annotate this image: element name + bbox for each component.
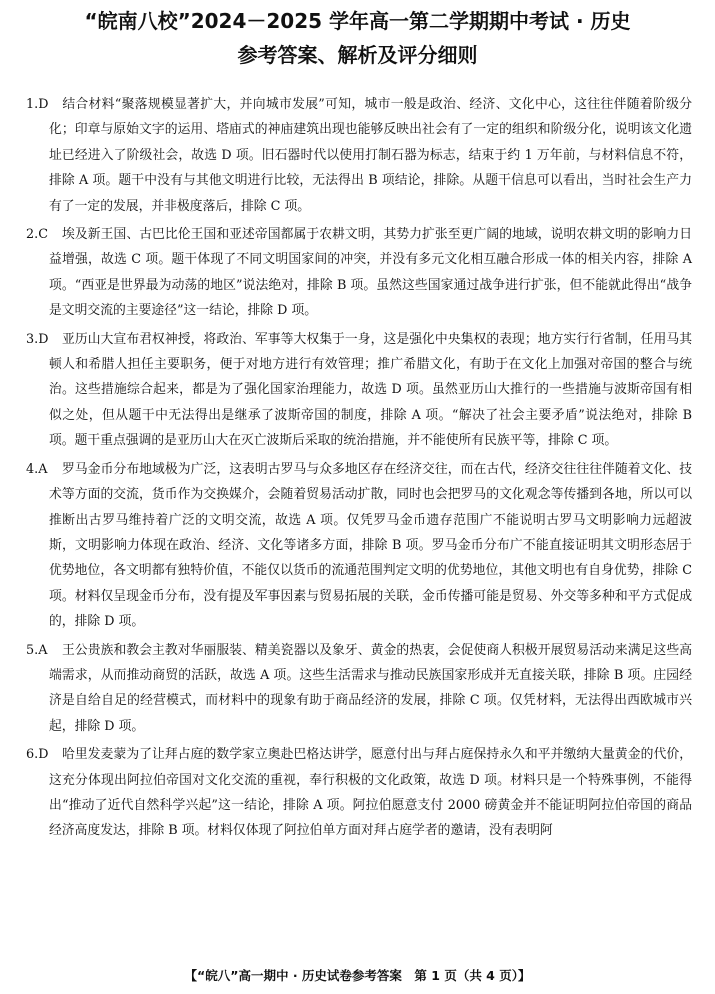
answer-key: 3.D: [26, 331, 49, 347]
answer-item-5: [26, 638, 692, 740]
answer-explanation: 结合材料“聚落规模显著扩大，并向城市发展”可知，城市一般是政治、经济、文化中心，这往往伴随着阶级分化；印章与原始文字的运用、塔庙式的神庙建筑出现也能够反映出社会有了一定的组织和阶级分化，说明该文化遗址已经进入了阶级社会，故选 D 项。旧石器时代以使用打制石器为标志，结束于约 1 万年前，与材料信息不符，排除 A 项。题干中没有与其他文明进行比较，无法得出 B 项结论，排除。从题干信息可以看出，当时社会生产力有了一定的发展，并非极度落后，排除 C 项。: [49, 97, 692, 214]
answer-key: 5.A: [26, 642, 48, 658]
answer-item-3: [26, 327, 692, 454]
answer-explanation: 埃及新王国、古巴比伦王国和亚述帝国都属于农耕文明，其势力扩张至更广阔的地域，说明农耕文明的影响力日益增强，故选 C 项。题干体现了不同文明国家间的冲突，并没有多元文化相互融合形成一体的相关内容，排除 A 项。“西亚是世界最为动荡的地区”说法绝对，排除 B 项。虽然这些国家通过战争进行扩张，但不能就此得出“战争是文明交流的主要途径”这一结论，排除 D 项。: [49, 227, 692, 319]
answer-item-1: [26, 92, 692, 219]
answer-item-4: [26, 457, 692, 635]
answer-key: 4.A: [26, 461, 48, 477]
answer-explanation: 亚历山大宣布君权神授，将政治、军事等大权集于一身，这是强化中央集权的表现；地方实行行省制，任用马其顿人和希腊人担任主要职务，便于对地方进行有效管理；推广希腊文化，有助于在文化上加强对帝国的整合与统治。这些措施综合起来，都是为了强化国家治理能力，故选 D 项。虽然亚历山大推行的一些措施与波斯帝国有相似之处，但从题干中无法得出是继承了波斯帝国的制度，排除 A 项。“解决了社会主要矛盾”说法绝对，排除 B 项。题干重点强调的是亚历山大在灭亡波斯后采取的统治措施，并不能使所有民族平等，排除 C 项。: [49, 331, 692, 449]
answer-key: 6.D: [26, 747, 49, 763]
page-footer: 【“皖八”高一期中 · 历史试卷参考答案 第 1 页（共 4 页）】: [184, 968, 531, 983]
answer-explanation: 哈里发麦蒙为了让拜占庭的数学家立奥赴巴格达讲学，愿意付出与拜占庭保持永久和平并缴纳大量黄金的代价，这充分体现出阿拉伯帝国对文化交流的重视，奉行积极的文化政策，故选 D 项。材料只是一个特殊事例，不能得出“推动了近代自然科学兴起”这一结论，排除 A 项。阿拉伯愿意支付 2000 磅黄金并不能证明阿拉伯帝国的商品经济高度发达，排除 B 项。材料仅体现了阿拉伯单方面对拜占庭学者的邀请，没有表明阿: [49, 747, 692, 839]
answer-list: [26, 92, 692, 847]
document-title: “皖南八校”2024－2025 学年高一第二学期期中考试 · 历史: [84, 9, 631, 33]
answer-key: 1.D: [26, 97, 49, 112]
answer-item-6: [26, 742, 692, 844]
answer-key: 2.C: [26, 227, 49, 243]
document-subtitle: 参考答案、解析及评分细则: [237, 43, 478, 67]
answer-explanation: 罗马金币分布地域极为广泛，这表明古罗马与众多地区存在经济交往，而在古代，经济交往往往伴随着文化、技术等方面的交流，货币作为交换媒介，会随着贸易活动扩散，同时也会把罗马的文化观念等传播到各地，所以可以推断出古罗马维持着广泛的文明交流，故选 A 项。仅凭罗马金币遗存范围广不能说明古罗马文明影响力远超波斯，文明影响力体现在政治、经济、文化等诸多方面，排除 B 项。罗马金币分布广不能直接证明其文明形态居于优势地位，各文明都有独特价值，不能仅以货币的流通范围判定文明的优势地位，其他文明也有自身优势，排除 C 项。材料仅呈现金币分布，没有提及军事因素与贸易拓展的关联，金币传播可能是贸易、外交等多种和平方式促成的，排除 D 项。: [49, 461, 692, 630]
answer-explanation: 王公贵族和教会主教对华丽服装、精美瓷器以及象牙、黄金的热衷，会促使商人积极开展贸易活动来满足这些高端需求，从而推动商贸的活跃，故选 A 项。这些生活需求与推动民族国家形成并无直接关联，排除 B 项。庄园经济是自给自足的经营模式，而材料中的现象有助于商品经济的发展，排除 C 项。仅凭材料，无法得出西欧城市兴起，排除 D 项。: [49, 642, 692, 734]
answer-item-2: [26, 222, 692, 324]
